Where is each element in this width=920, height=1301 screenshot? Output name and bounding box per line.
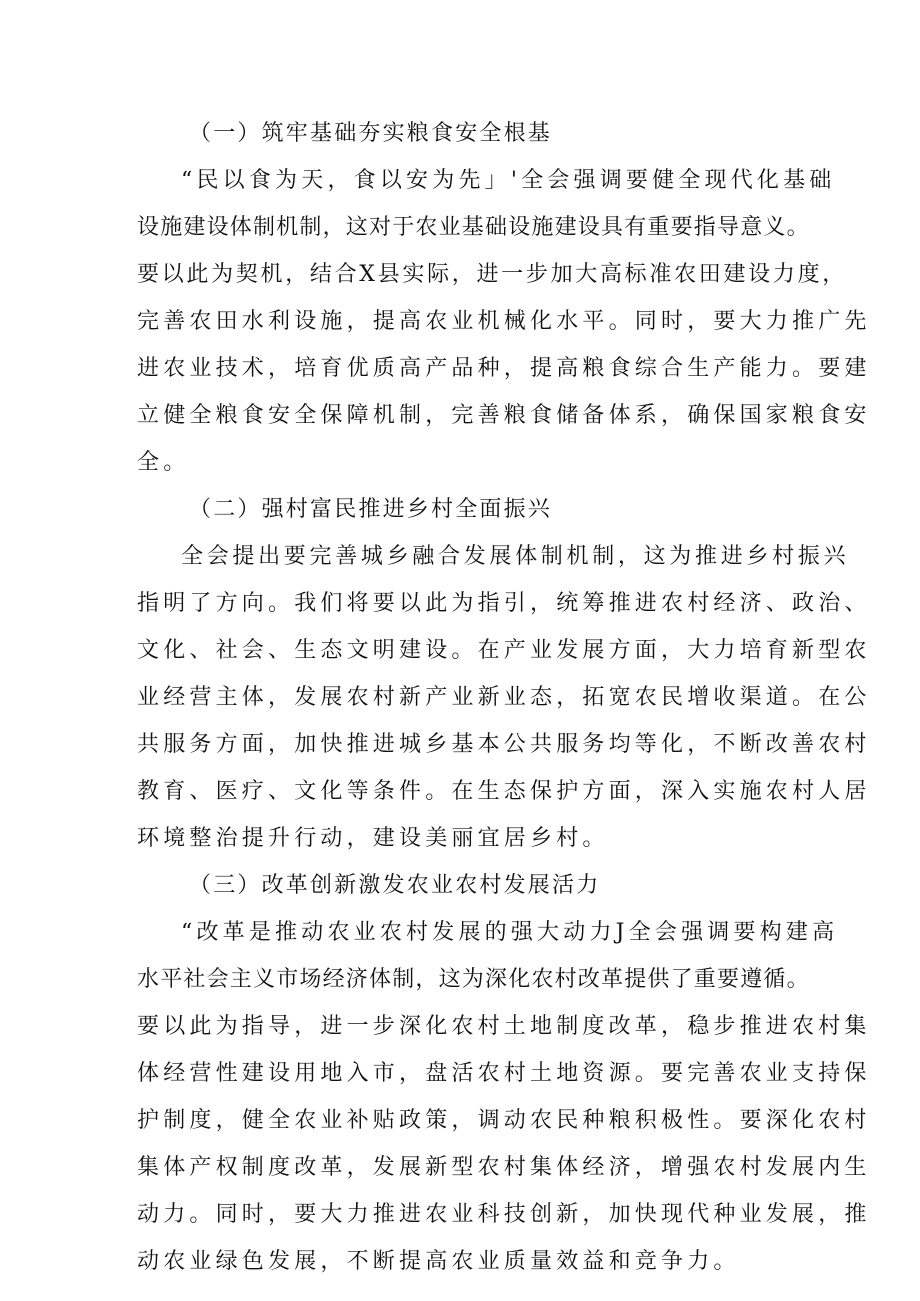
section-1-heading: （一）筑牢基础夯实粮食安全根基 bbox=[189, 121, 553, 146]
section-3-heading: （三）改革创新激发农业农村发展活力 bbox=[189, 873, 601, 898]
text-line: 环境整治提升行动，建设美丽宜居乡村。 bbox=[137, 826, 609, 851]
section-2-heading: （二）强村富民推进乡村全面振兴 bbox=[189, 497, 553, 522]
text-line: 动农业绿色发展，不断提高农业质量效益和竞争力。 bbox=[137, 1249, 740, 1274]
text-line: 护制度，健全农业补贴政策，调动农民种粮积极性。要深化农村 bbox=[137, 1108, 871, 1133]
text-line: 完善农田水利设施，提高农业机械化水平。同时，要大力推广先 bbox=[137, 309, 871, 334]
section-1-paragraph bbox=[137, 157, 871, 486]
text-line: 集体产权制度改革，发展新型农村集体经济，增强农村发展内生 bbox=[137, 1155, 871, 1180]
text-line: 进农业技术，培育优质高产品种，提高粮食综合生产能力。要建 bbox=[137, 356, 871, 381]
text-line: 体经营性建设用地入市，盘活农村土地资源。要完善农业支持保 bbox=[137, 1061, 871, 1086]
section-2-paragraph bbox=[137, 533, 871, 862]
text-line: 水平社会主义市场经济体制，这为深化农村改革提供了重要遵循。 bbox=[137, 967, 810, 992]
text-line: 全。 bbox=[137, 450, 190, 475]
document-body bbox=[137, 110, 871, 1285]
text-line: 业经营主体，发展农村新产业新业态，拓宽农民增收渠道。在公 bbox=[137, 685, 871, 710]
text-line: “改革是推动农业农村发展的强大动力J全会强调要构建高 bbox=[181, 920, 839, 945]
text-line: 全会提出要完善城乡融合发展体制机制，这为推进乡村振兴 bbox=[181, 544, 850, 569]
text-line: “民以食为天，食以安为先」'全会强调要健全现代化基础 bbox=[181, 168, 836, 193]
text-line: 共服务方面，加快推进城乡基本公共服务均等化，不断改善农村 bbox=[137, 732, 871, 757]
text-line: 立健全粮食安全保障机制，完善粮食储备体系，确保国家粮食安 bbox=[137, 403, 871, 428]
text-line: 文化、社会、生态文明建设。在产业发展方面，大力培育新型农 bbox=[137, 638, 871, 663]
section-3-paragraph bbox=[137, 909, 871, 1285]
text-line: 设施建设体制机制，这对于农业基础设施建设具有重要指导意义。 bbox=[137, 215, 810, 240]
text-line: 要以此为契机，结合X县实际，进一步加大高标准农田建设力度， bbox=[137, 262, 847, 287]
text-line: 要以此为指导，进一步深化农村土地制度改革，稳步推进农村集 bbox=[137, 1014, 871, 1039]
text-line: 指明了方向。我们将要以此为指引，统筹推进农村经济、政治、 bbox=[137, 591, 871, 616]
text-line: 教育、医疗、文化等条件。在生态保护方面，深入实施农村人居 bbox=[137, 779, 871, 804]
text-line: 动力。同时，要大力推进农业科技创新，加快现代种业发展，推 bbox=[137, 1202, 871, 1227]
